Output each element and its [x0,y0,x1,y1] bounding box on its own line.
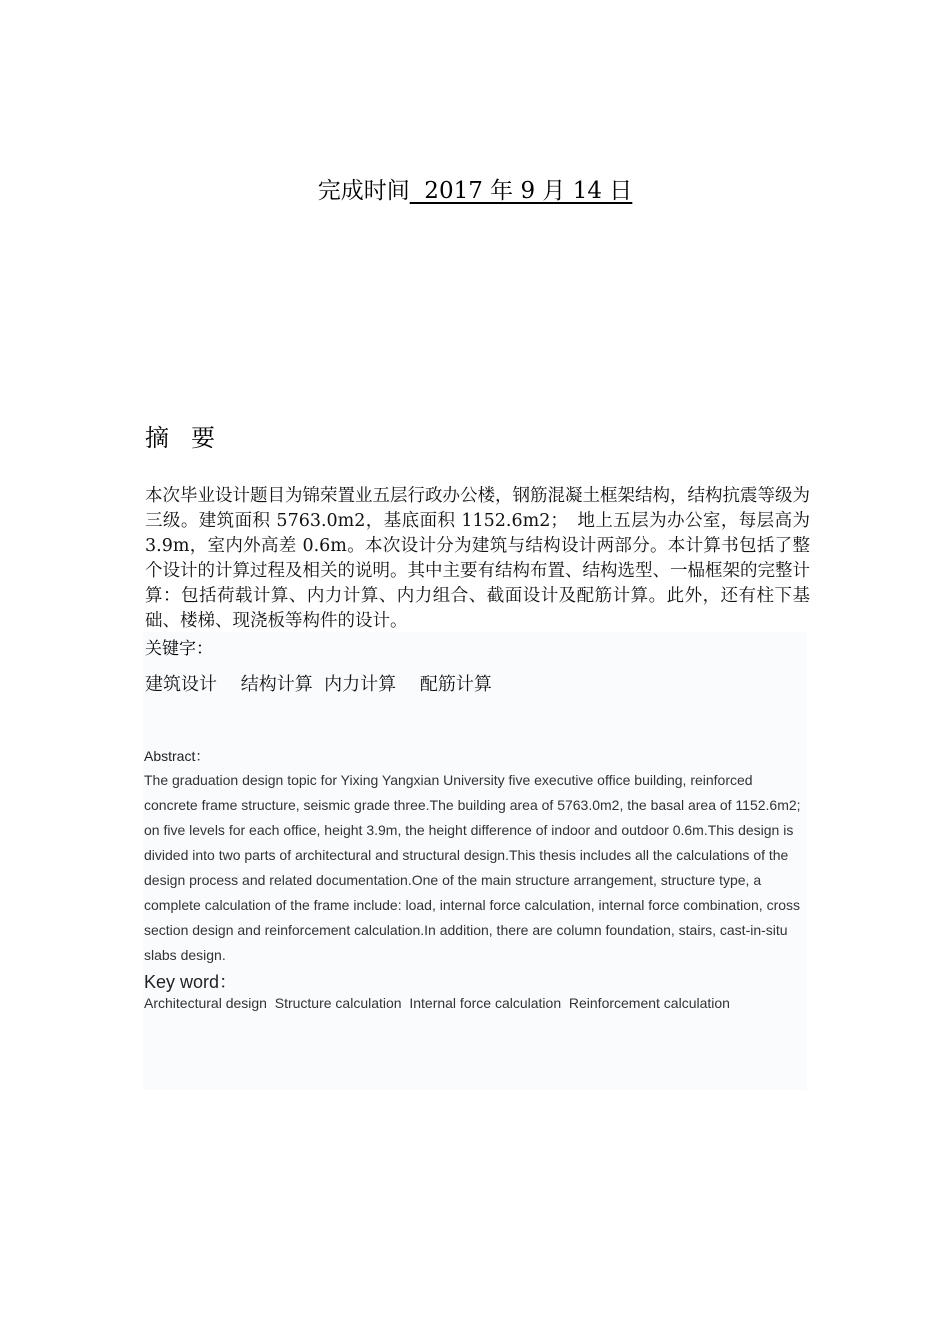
abstract-cn-title: 摘要 [145,424,237,452]
keywords-en: Architectural design Structure calculation Internal force calculation Reinforcement calculation [144,995,730,1011]
completion-date [0,172,950,205]
abstract-en-body: The graduation design topic for Yixing Yangxian University five executive office building, reinforced concrete frame structure, seismic grade three.The building area of 5763.0m2, the basal area of 1152.6m2; on five levels for each office, height 3.9m, the height difference of indoor and outdoor 0.6m.This design is divided into two parts of architectural and structural design.This thesis includes all the calculations of the design process and related documentation.One of the main structure arrangement, structure type, a complete calculation of the frame include: load, internal force calculation, internal force combination, cross section design and reinforcement calculation.In addition, there are column foundation, stairs, cast-in-situ slabs design. [144,772,801,963]
completion-date-value: 2017 年 9 月 14 日 [409,178,633,204]
keywords-cn-label: 关键字： [145,639,213,659]
completion-date-label: 完成时间 [317,178,410,204]
keywords-en-label: Key word： [144,972,238,992]
keywords-cn: 建筑设计 结构计算 内力计算 配筋计算 [145,674,492,695]
abstract-en-label: Abstract： [144,748,210,764]
abstract-cn-body: 本次毕业设计题目为锦荣置业五层行政办公楼，钢筋混凝土框架结构，结构抗震等级为三级。建筑面积 5763.0m2，基底面积 1152.6m2； 地上五层为办公室，每层高为 3.9m，室内外高差 0.6m。本次设计分为建筑与结构设计两部分。本计算书包括了整个设计的计算过程及相关的说明。其中主要有结构布置、结构选型、一榀框架的完整计算：包括荷载计算、内力计算、内力组合、截面设计及配筋计算。此外，还有柱下基础、楼梯、现浇板等构件的设计。 [145,486,810,631]
